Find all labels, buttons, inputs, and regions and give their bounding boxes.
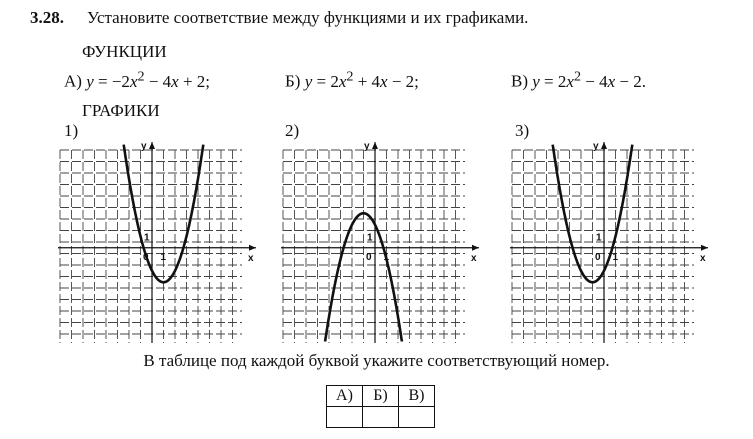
x-unit-label: 1 [160,251,167,263]
x-axis-label: x [471,252,477,264]
function-c [511,68,646,92]
function-a [64,68,210,92]
function-letter: В) [511,71,528,91]
answer-cell-a[interactable] [327,407,363,428]
y-axis-arrow [601,142,607,149]
grid-lines [60,150,242,343]
y-axis-arrow [372,142,378,149]
y-axis-label: y [141,141,147,152]
function-formula: $y = 2x^2 - 4x - 2$. [532,68,646,91]
answer-header-a: А) [327,386,363,407]
answer-table [326,385,435,428]
functions-heading: ФУНКЦИИ [82,42,167,61]
graph-1 [60,140,270,345]
graph-label-3: 3) [515,121,530,140]
grid-lines [283,150,465,343]
y-axis-label: y [364,141,370,152]
x-axis-label: x [700,252,706,264]
origin-label: 0 [366,251,372,263]
answer-header-b: Б) [363,386,399,407]
origin-label: 0 [595,251,601,263]
answer-cell-b[interactable] [363,407,399,428]
origin-label: 0 [143,251,149,263]
x-axis-arrow [249,245,256,251]
x-axis-label: x [248,252,254,264]
graph-2 [283,140,493,345]
answer-table-input-row [327,407,435,428]
x-axis-arrow [701,245,708,251]
function-letter: Б) [285,71,301,91]
grid-lines [512,150,694,343]
problem-statement: Установите соответствие между функциями и их графиками. [87,8,529,27]
y-unit-label: 1 [596,232,602,244]
y-unit-label: 1 [144,232,150,244]
problem-number: 3.28. [30,8,64,27]
graph-label-2: 2) [285,121,300,140]
function-b [285,68,419,92]
graphs-heading: ГРАФИКИ [82,101,160,120]
answer-cell-c[interactable] [399,407,435,428]
y-unit-label: 1 [367,232,373,244]
answer-table-header-row [327,386,435,407]
y-axis-label: y [593,141,599,152]
x-unit-label: 1 [612,251,619,263]
task-instruction: В таблице под каждой буквой укажите соответствующий номер. [143,351,610,370]
x-unit-label: 1 [383,251,390,263]
graph-label-1: 1) [64,121,79,140]
answer-header-c: В) [399,386,435,407]
y-axis-arrow [149,142,155,149]
function-formula: $y = -2x^2 - 4x + 2$; [86,68,211,91]
function-formula: $y = 2x^2 + 4x - 2$; [304,68,419,91]
graph-3 [512,140,722,345]
function-letter: А) [64,71,82,91]
x-axis-arrow [472,245,479,251]
